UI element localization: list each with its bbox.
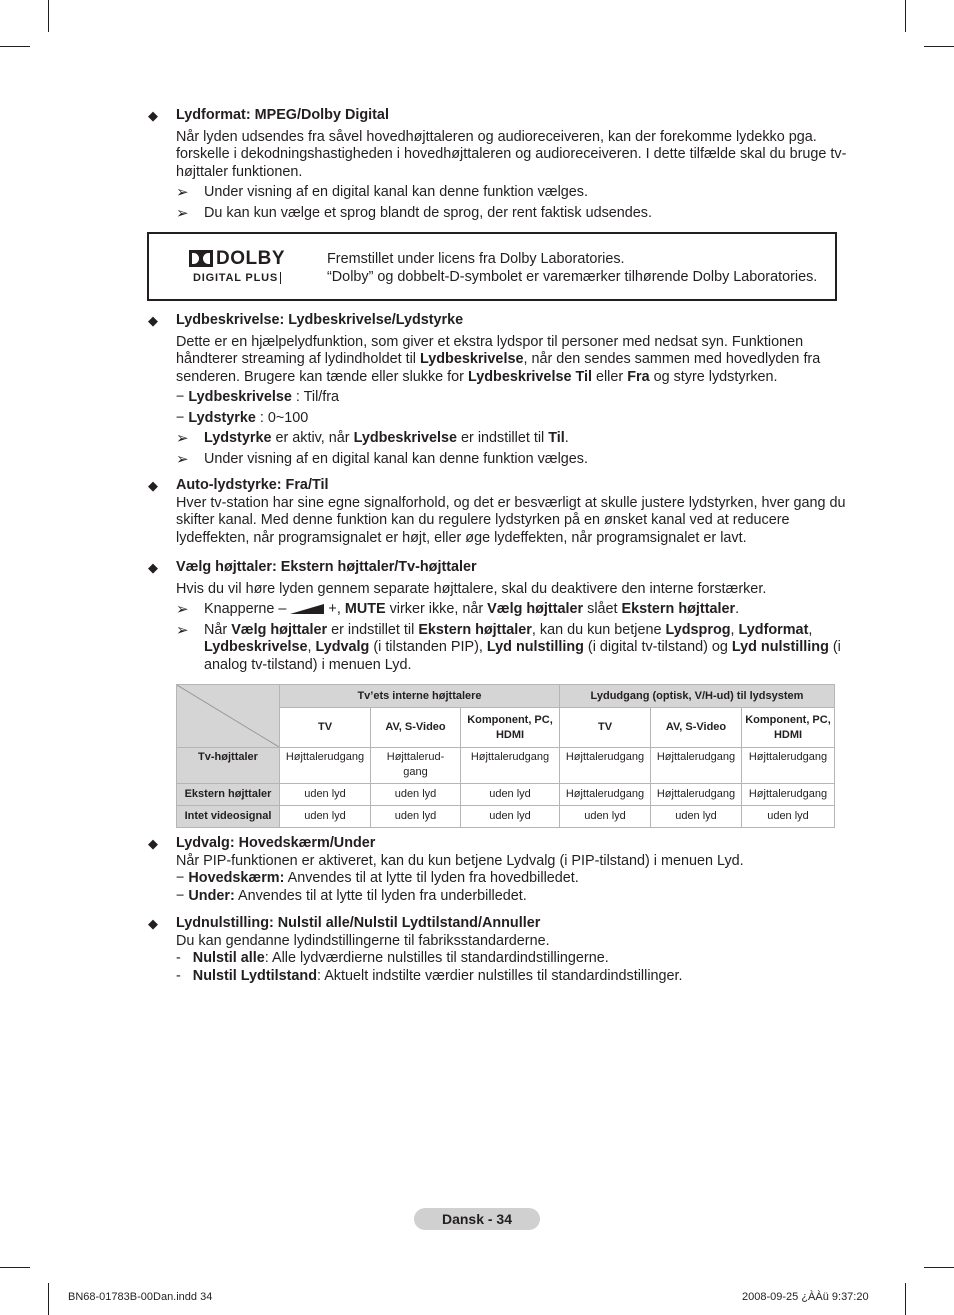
note: ➢ Under visning af en digital kanal kan denne funktion vælges. — [176, 184, 588, 201]
diamond-bullet-icon: ◆ — [148, 560, 158, 575]
section-body: Hvis du vil høre lyden gennem separate højttalere, skal du deaktivere den interne forstærker. — [176, 580, 767, 597]
section-lydformat — [148, 107, 848, 222]
crop-mark — [924, 1267, 954, 1268]
diamond-bullet-icon: ◆ — [148, 916, 158, 931]
table-group-header: Lydudgang (optisk, V/H-ud) til lydsystem — [560, 685, 835, 708]
section-body: Dette er en hjælpelydfunktion, som giver et ekstra lydspor til personer med nedsat syn. Funktionen håndterer streaming af lydindholdet til Lydbeskrivelse, når den sendes sammen med hovedlyden fra senderen. Brugere kan tænde eller slukke for Lydbeskrivelse Til eller Fra og styre lydstyrken. — [176, 333, 821, 385]
section-lydnulstilling — [148, 915, 848, 985]
table-cell: uden lyd — [371, 806, 461, 828]
double-d-icon — [189, 250, 213, 267]
crop-mark — [0, 46, 30, 47]
crop-mark — [48, 0, 49, 32]
table-cell: Højttalerudgang — [742, 748, 835, 784]
option-line: − Lydbeskrivelse : Til/fra — [176, 389, 340, 405]
section-lydbeskrivelse — [148, 312, 848, 468]
table-cell: uden lyd — [461, 784, 560, 806]
crop-mark — [924, 46, 954, 47]
table-column-header: AV, S-Video — [371, 708, 461, 748]
arrow-bullet-icon: ➢ — [176, 450, 189, 468]
table-group-header: Tv’ets interne højttalere — [280, 685, 560, 708]
arrow-bullet-icon: ➢ — [176, 621, 189, 639]
table-cell: Højttalerudgang — [651, 784, 742, 806]
diamond-bullet-icon: ◆ — [148, 836, 158, 851]
table-cell: uden lyd — [651, 806, 742, 828]
table-cell: Højttalerud-gang — [371, 748, 461, 784]
dolby-license-text: Fremstillet under licens fra Dolby Laboratories. “Dolby” og dobbelt-D-symbolet er varemærker tilhørende Dolby Laboratories. — [327, 251, 818, 285]
section-body: Hver tv-station har sine egne signalforhold, og det er besværligt at skulle justere lydstyrken, hver gang du skifter kanal. Med denne funktion kan du regulere lydstyrken på en ønsket kanal ved at reducere lydeffekten, når programsignalet er højt, eller øge lydeffekten, når programsignalet er lavt. — [176, 494, 846, 546]
table-row-label: Intet videosignal — [177, 806, 280, 828]
table-column-header: AV, S-Video — [651, 708, 742, 748]
table-column-header: TV — [560, 708, 651, 748]
section-body: Når PIP-funktionen er aktiveret, kan du kun betjene Lydvalg (i PIP-tilstand) i menuen Lyd. — [176, 852, 744, 869]
section-heading: ◆ Vælg højttaler: Ekstern højttaler/Tv-højttaler — [148, 559, 477, 575]
table-cell: uden lyd — [742, 806, 835, 828]
section-vaelg-hojttaler — [148, 559, 848, 674]
section-lydvalg — [148, 835, 848, 905]
table-row — [177, 748, 835, 784]
table-cell: Højttalerudgang — [651, 748, 742, 784]
section-auto-lydstyrke — [148, 477, 848, 547]
section-heading: ◆ Lydnulstilling: Nulstil alle/Nulstil Lydtilstand/Annuller — [148, 915, 541, 931]
table-column-header: Komponent, PC, HDMI — [742, 708, 835, 748]
table-cell: uden lyd — [371, 784, 461, 806]
crop-mark — [905, 0, 906, 32]
table-cell: Højttalerudgang — [280, 748, 371, 784]
arrow-bullet-icon: ➢ — [176, 184, 189, 201]
diamond-bullet-icon: ◆ — [148, 313, 158, 328]
table-column-header: Komponent, PC, HDMI — [461, 708, 560, 748]
arrow-bullet-icon: ➢ — [176, 601, 189, 618]
table-cell: uden lyd — [280, 806, 371, 828]
table-row — [177, 806, 835, 828]
crop-mark — [48, 1283, 49, 1315]
table-column-header: TV — [280, 708, 371, 748]
note: ➢ Du kan kun vælge et sprog blandt de sprog, der rent faktisk udsendes. — [176, 204, 652, 222]
option-line: − Lydstyrke : 0~100 — [176, 409, 309, 426]
table-cell: uden lyd — [280, 784, 371, 806]
crop-mark — [0, 1267, 30, 1268]
option-line: − Under: Anvendes til at lytte til lyden fra underbilledet. — [176, 887, 527, 904]
table-row — [177, 784, 835, 806]
diagonal-line — [177, 685, 279, 747]
diamond-bullet-icon: ◆ — [148, 108, 158, 123]
note: ➢ Når Vælg højttaler er indstillet til Ekstern højttaler, kan du kun betjene Lydsprog, Lydformat, Lydbeskrivelse, Lydvalg (i tilstanden PIP), Lyd nulstilling (i digital tv-tilstand) og Lyd nulstilling (i analog tv-tilstand) i menuen Lyd. — [176, 621, 841, 673]
footer-timestamp: 2008-09-25 ¿ÀÀü 9:37:20 — [742, 1291, 869, 1303]
speaker-output-table — [176, 684, 835, 828]
table-cell: Højttalerudgang — [560, 748, 651, 784]
table-row-label: Tv-højttaler — [177, 748, 280, 784]
dolby-logo: DOLBY DIGITAL PLUS — [189, 250, 291, 286]
dolby-license-box — [147, 232, 837, 301]
arrow-bullet-icon: ➢ — [176, 430, 189, 447]
note: ➢ Lydstyrke er aktiv, når Lydbeskrivelse er indstillet til Til. — [176, 430, 569, 447]
section-heading: ◆ Lydbeskrivelse: Lydbeskrivelse/Lydstyrke — [148, 312, 464, 328]
table-cell: uden lyd — [560, 806, 651, 828]
option-line: - Nulstil Lydtilstand: Aktuelt indstilte værdier nulstilles til standardindstillinger. — [176, 967, 683, 984]
section-body: Når lyden udsendes fra såvel hovedhøjttaleren og audioreceiveren, kan der forekomme lydekko pga. forskelle i dekodningshastigheden i hovedhøjttaleren og audioreceiveren. I dette tilfælde skal du bruge tv-højttaler funktionen. — [176, 128, 847, 180]
diamond-bullet-icon: ◆ — [148, 478, 158, 493]
arrow-bullet-icon: ➢ — [176, 204, 189, 222]
option-line: - Nulstil alle: Alle lydværdierne nulstilles til standardindstillingerne. — [176, 950, 609, 966]
crop-mark — [905, 1283, 906, 1315]
table-cell: Højttalerudgang — [742, 784, 835, 806]
table-cell: Højttalerudgang — [461, 748, 560, 784]
note: ➢ Under visning af en digital kanal kan denne funktion vælges. — [176, 450, 588, 468]
option-line: − Hovedskærm: Anvendes til at lytte til lyden fra hovedbilledet. — [176, 870, 579, 886]
table-row-label: Ekstern højttaler — [177, 784, 280, 806]
table-cell: Højttalerudgang — [560, 784, 651, 806]
page-number-badge: Dansk - 34 — [414, 1208, 540, 1230]
section-heading: ◆ Auto-lydstyrke: Fra/Til — [148, 477, 329, 493]
section-heading: ◆ Lydformat: MPEG/Dolby Digital — [148, 107, 389, 123]
volume-icon — [290, 604, 324, 614]
note: ➢ Knapperne – +, MUTE virker ikke, når Vælg højttaler slået Ekstern højttaler. — [176, 601, 740, 618]
table-cell: uden lyd — [461, 806, 560, 828]
section-body: Du kan gendanne lydindstillingerne til fabriksstandarderne. — [176, 932, 550, 949]
footer-filename: BN68-01783B-00Dan.indd 34 — [68, 1291, 213, 1303]
section-heading: ◆ Lydvalg: Hovedskærm/Under — [148, 835, 376, 851]
table-corner — [177, 685, 280, 748]
